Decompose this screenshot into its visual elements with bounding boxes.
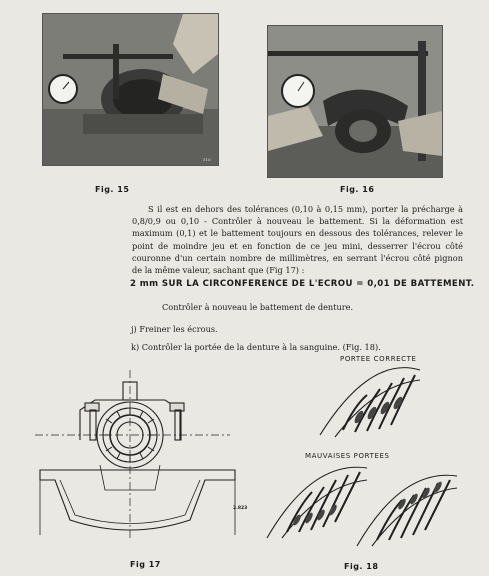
paragraph-tolerances <box>132 203 463 276</box>
emphasis-line: 2 mm SUR LA CIRCONFERENCE DE L'ECROU = 0,01 DE BATTEMENT. <box>130 279 475 289</box>
fig17-caption: Fig 17 <box>130 560 161 569</box>
correct-contact-label: PORTEE CORRECTE <box>340 355 417 363</box>
fig17-code: 2.823 <box>233 506 248 511</box>
fig16-photo-art <box>268 26 442 177</box>
fig15-caption: Fig. 15 <box>95 185 130 194</box>
fig15-code: 516 <box>203 157 211 162</box>
bad-contact-label: MAUVAISES PORTEES <box>305 452 390 460</box>
item-j: j) Freiner les écrous. <box>131 324 218 334</box>
item-k: k) Contrôler la portée de la denture à la sanguine. (Fig. 18). <box>131 342 381 352</box>
fig15-photo-art <box>43 14 218 165</box>
paragraph-text: S il est en dehors des tolérances (0,10 à 0,15 mm), porter la précharge à 0,8/0,9 ou 0,10 - Contrôler à nouveau le battement. Si la déformation est maximum (0,1) et le battement toujours en dessous des tolérances, relever le point de moindre jeu et en fonction de ce jeu mini, desserrer l'écrou côté couronne d'un certain nombre de millimètres, en serrant l'écrou côté pignon de la même valeur, sachant que (Fig 17) : <box>132 204 463 276</box>
fig15-photo <box>42 13 219 166</box>
fig18-correct-gear <box>315 365 425 440</box>
fig16-photo <box>267 25 443 178</box>
paragraph-recheck: Contrôler à nouveau le battement de denture. <box>162 302 354 312</box>
fig18-caption: Fig. 18 <box>344 562 379 571</box>
fig18-bad-gear-right <box>352 468 462 548</box>
fig17-drawing <box>30 370 248 545</box>
fig16-caption: Fig. 16 <box>340 185 375 194</box>
